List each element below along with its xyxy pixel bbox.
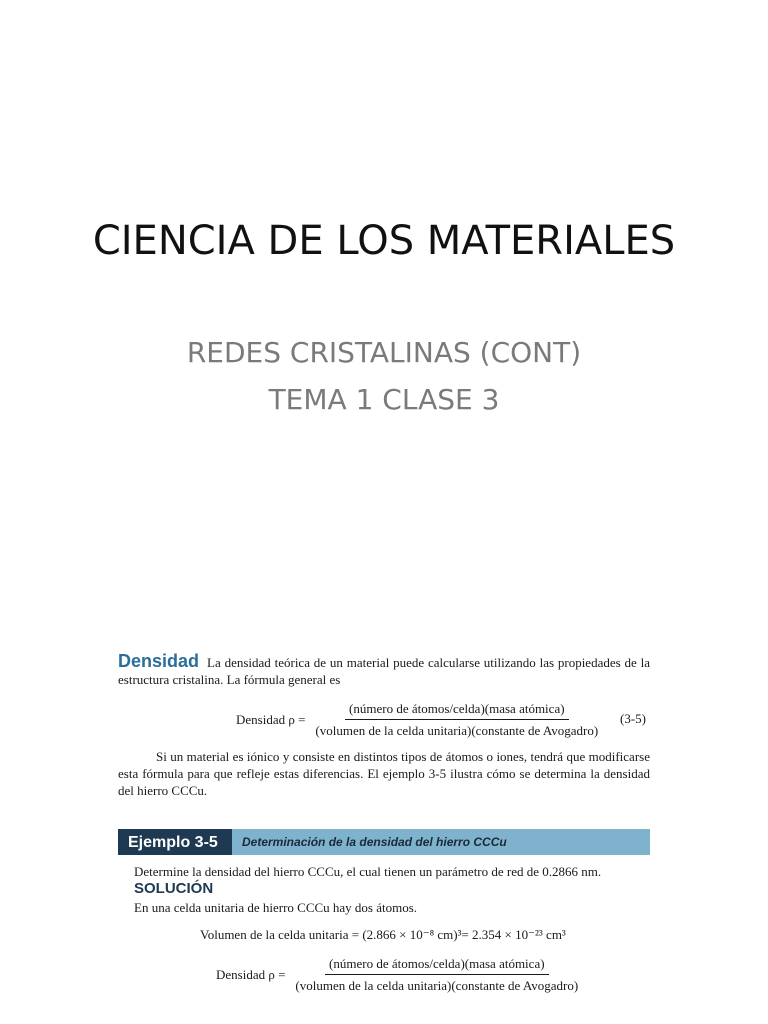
solution-formula-numerator: (número de átomos/celda)(masa atómica) bbox=[325, 955, 549, 975]
solution-text: En una celda unitaria de hierro CCCu hay dos átomos. bbox=[134, 900, 418, 915]
formula-lhs: Densidad ρ = bbox=[236, 712, 306, 727]
equation-number: (3-5) bbox=[620, 711, 646, 726]
solution-heading: SOLUCIÓN bbox=[134, 880, 214, 897]
example-label: Ejemplo 3-5 bbox=[118, 829, 232, 855]
example-header bbox=[118, 829, 650, 855]
formula-fraction bbox=[311, 700, 602, 739]
density-formula bbox=[118, 700, 650, 740]
slide-subtitle-line-2: TEMA 1 CLASE 3 bbox=[268, 383, 500, 416]
textbook-excerpt bbox=[118, 653, 650, 995]
example-title: Determinación de la densidad del hierro CCCu bbox=[242, 834, 507, 849]
density-paragraph-2: Si un material es iónico y consiste en distintos tipos de átomos o iones, tendrá que modificarse esta fórmula para que refleje estas diferencias. El ejemplo 3-5 ilustra cómo se determina la densidad del hierro CCCu. bbox=[118, 749, 650, 798]
density-heading: Densidad bbox=[118, 651, 200, 671]
slide-subtitle-line-1: REDES CRISTALINAS (CONT) bbox=[186, 336, 582, 369]
volume-equation: Volumen de la celda unitaria = (2.866 × 10⁻⁸ cm)³= 2.354 × 10⁻²³ cm³ bbox=[200, 927, 566, 942]
solution-formula-fraction bbox=[291, 955, 582, 994]
density-paragraph-1: La densidad teórica de un material puede calcularse utilizando las propiedades de la estructura cristalina. La fórmula general es bbox=[118, 655, 650, 687]
formula-numerator: (número de átomos/celda)(masa atómica) bbox=[345, 700, 569, 720]
solution-formula-denominator: (volumen de la celda unitaria)(constante de Avogadro) bbox=[295, 978, 579, 993]
formula-denominator: (volumen de la celda unitaria)(constante de Avogadro) bbox=[315, 723, 599, 738]
density-intro bbox=[118, 653, 650, 688]
slide-title: CIENCIA DE LOS MATERIALES bbox=[92, 218, 676, 264]
example-problem: Determine la densidad del hierro CCCu, el cual tienen un parámetro de red de 0.2866 nm. bbox=[134, 864, 602, 879]
solution-formula-lhs: Densidad ρ = bbox=[216, 967, 286, 982]
solution-density-formula bbox=[118, 955, 650, 995]
